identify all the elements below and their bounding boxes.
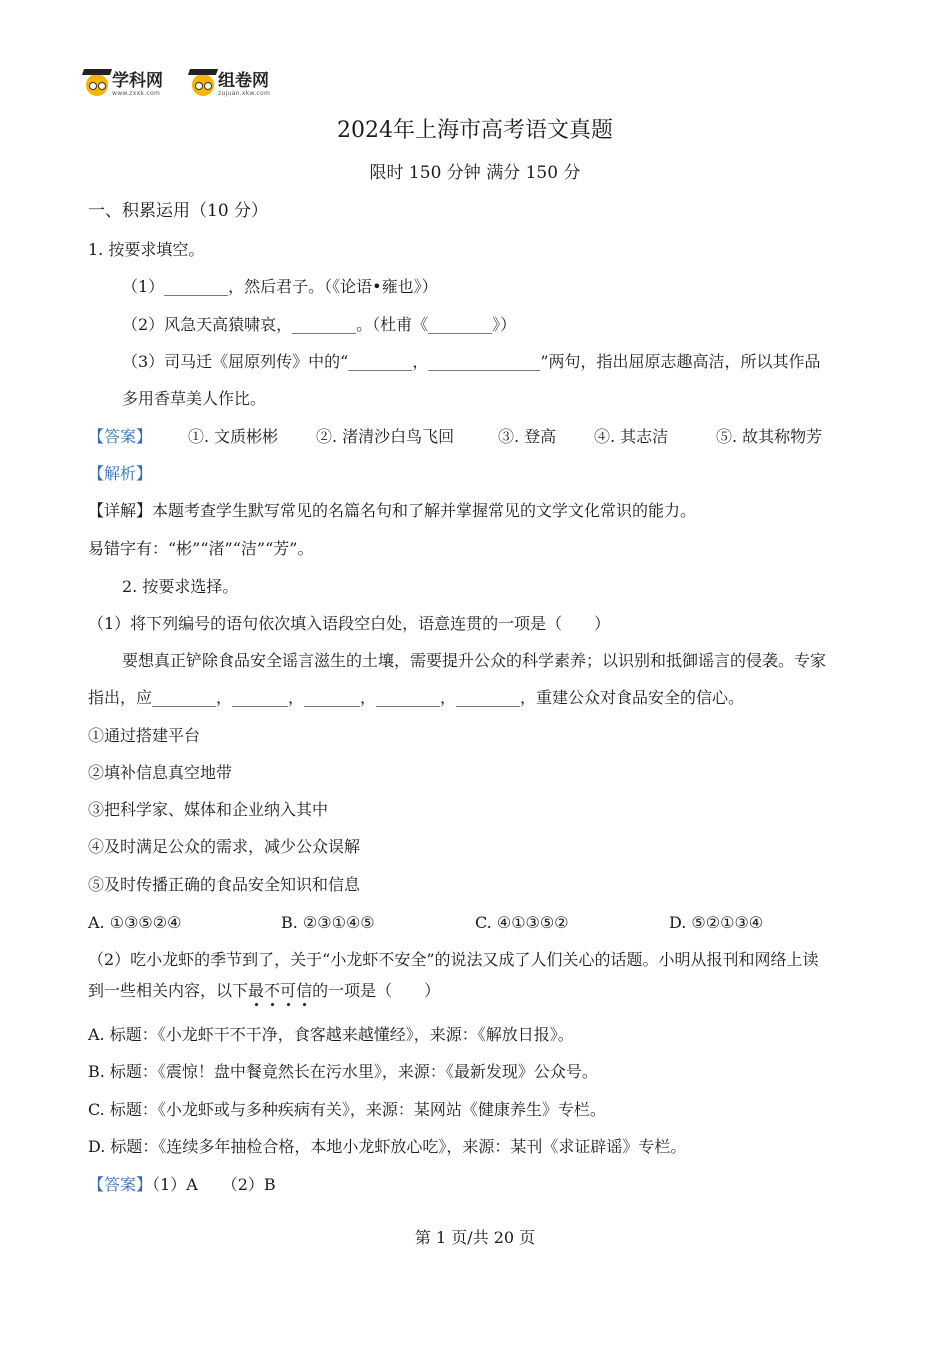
logo-site: zujuan.xkw.com — [218, 90, 271, 97]
option-b: B. ②③①④⑤ — [281, 913, 375, 932]
answer-4: ④. 其志洁 — [594, 427, 669, 446]
detail-paragraph — [88, 501, 696, 521]
option-a: A. 标题：《小龙虾干不干净，食客越来越懂经》，来源：《解放日报》。 — [88, 1025, 574, 1044]
fill-item-2: （2）风急天高猿啸哀，________。（杜甫《________》） — [122, 315, 517, 334]
sub-question-2-text-end: 的一项是（ ） — [312, 981, 441, 1000]
sentence-2: ②填补信息真空地带 — [88, 763, 233, 782]
sub-question-1: （1）将下列编号的语句依次填入语段空白处，语意连贯的一项是（ ） — [88, 614, 611, 633]
page-title: 2024年上海市高考语文真题 — [337, 118, 613, 143]
answer-1: ①. 文质彬彬 — [188, 427, 279, 446]
logo-xuekewang — [86, 72, 163, 97]
passage-line-1: 要想真正铲除食品安全谣言滋生的土壤，需要提升公众的科学素养；以识别和抵御谣言的侵袭。专家 — [122, 651, 827, 670]
page-footer: 第 1 页/共 20 页 — [414, 1228, 536, 1247]
logo-brand: 组卷网 — [218, 71, 269, 91]
answer-row — [88, 427, 868, 447]
answer-5: ⑤. 故其称物芳 — [716, 427, 823, 446]
sub-question-2-text: 到一些相关内容，以下 — [88, 981, 249, 1000]
answer-2: ②. 渚清沙白鸟飞回 — [316, 427, 455, 446]
logo-brand: 学科网 — [112, 71, 163, 91]
sentence-1: ①通过搭建平台 — [88, 726, 201, 745]
logo-site: www.zxxk.com — [112, 90, 161, 97]
logo-zujuanwang — [192, 72, 270, 97]
answer-3: ③. 登高 — [498, 427, 557, 446]
question-stem: 1. 按要求填空。 — [88, 240, 205, 259]
option-b: B. 标题：《震惊！盘中餐竟然长在污水里》，来源：《最新发现》公众号。 — [88, 1062, 598, 1081]
detail-text: 本题考查学生默写常见的名篇名句和了解并掌握常见的文学文化常识的能力。 — [152, 501, 697, 520]
emphasis-text: 最不可信 — [248, 981, 313, 1000]
answer-text: （1）A （2）B — [152, 1175, 276, 1194]
mascot-icon — [192, 74, 214, 96]
option-d: D. 标题：《连续多年抽检合格，本地小龙虾放心吃》，来源：某刊《求证辟谣》专栏。 — [88, 1137, 687, 1156]
fill-item-3: （3）司马迁《屈原列传》中的“________，______________”两句，指出屈原志趣高洁，所以其作品 — [122, 352, 821, 371]
sentence-5: ⑤及时传播正确的食品安全知识和信息 — [88, 875, 361, 894]
option-a: A. ①③⑤②④ — [88, 913, 182, 932]
detail-tag: 【详解】 — [88, 501, 153, 520]
sentence-3: ③把科学家、媒体和企业纳入其中 — [88, 800, 329, 819]
answer-tag: 【答案】 — [88, 427, 153, 446]
passage-line-2: 指出，应________，_______，_______，________，________，重建公众对食品安全的信心。 — [88, 688, 745, 707]
mascot-icon — [86, 74, 108, 96]
option-d: D. ⑤②①③④ — [669, 913, 764, 932]
answer-tag: 【答案】 — [88, 1175, 153, 1194]
option-c: C. 标题：《小龙虾或与多种疾病有关》，来源：某网站《健康养生》专栏。 — [88, 1100, 606, 1119]
option-c: C. ④①③⑤② — [475, 913, 569, 932]
sentence-4: ④及时满足公众的需求，减少公众误解 — [88, 837, 361, 856]
sub-question-2: （2）吃小龙虾的季节到了，关于“小龙虾不安全”的说法又成了人们关心的话题。小明从报刊和网络上读 — [88, 950, 819, 969]
fill-item-1: （1）________，然后君子。（《论语•雍也》） — [122, 277, 438, 296]
page-subtitle: 限时 150 分钟 满分 150 分 — [369, 163, 581, 183]
mistake-note: 易错字有：“彬”“渚”“洁”“芳”。 — [88, 539, 314, 558]
question-stem: 2. 按要求选择。 — [122, 577, 239, 596]
sub-question-2-cont — [88, 981, 440, 1001]
analysis-tag: 【解析】 — [88, 464, 153, 483]
fill-item-3-cont: 多用香草美人作比。 — [122, 389, 267, 408]
answer-row — [88, 1175, 276, 1195]
section-heading: 一、积累运用（10 分） — [88, 201, 269, 221]
